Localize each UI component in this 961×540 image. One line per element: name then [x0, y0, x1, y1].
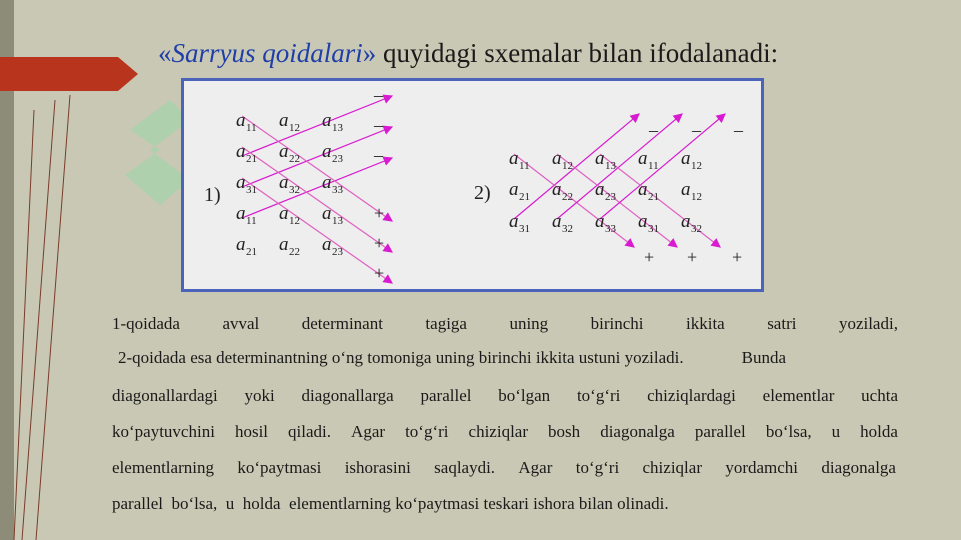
- word: 1-qoidada: [112, 314, 180, 333]
- word: yordamchi: [725, 458, 799, 477]
- svg-text:a: a: [322, 203, 332, 224]
- matrix-element: [236, 172, 257, 196]
- word: diagonallarga: [301, 386, 394, 405]
- svg-text:11: 11: [246, 215, 257, 227]
- word: chiziqlar: [468, 422, 528, 441]
- matrix-element: [279, 234, 300, 258]
- word: tagiga: [425, 314, 467, 333]
- sign-mark: +: [374, 203, 385, 223]
- svg-text:a: a: [509, 179, 519, 200]
- word: diagonalga: [600, 422, 675, 441]
- word: determinant: [301, 314, 383, 333]
- title-pointer-shape: [0, 57, 138, 91]
- sign-mark: +: [374, 263, 385, 283]
- svg-text:32: 32: [562, 223, 573, 235]
- svg-text:a: a: [279, 141, 289, 162]
- svg-text:a: a: [552, 211, 562, 232]
- matrix-element: [509, 148, 530, 172]
- word: u: [831, 422, 841, 441]
- matrix-element: [595, 148, 617, 172]
- matrix-element: [552, 148, 573, 172]
- svg-text:a: a: [509, 148, 519, 169]
- word: avval: [222, 314, 260, 333]
- svg-text:a: a: [638, 179, 648, 200]
- paragraph-line-6: parallel bo‘lsa, u holda elementlarning ko‘paytmasi teskari ishora bilan olinadi.: [112, 494, 669, 513]
- svg-text:a: a: [279, 172, 289, 193]
- svg-text:a: a: [236, 203, 246, 224]
- svg-text:a: a: [279, 110, 289, 131]
- svg-text:12: 12: [562, 160, 573, 172]
- svg-text:a: a: [595, 179, 605, 200]
- svg-text:12: 12: [289, 215, 300, 227]
- sign-mark: +: [687, 247, 698, 267]
- matrix-element: [595, 179, 617, 203]
- svg-text:11: 11: [246, 122, 257, 134]
- sign-mark: –: [649, 120, 658, 140]
- word: holda: [860, 422, 898, 441]
- matrix-element: [279, 203, 300, 227]
- word: birinchi: [590, 314, 644, 333]
- svg-text:a: a: [236, 141, 246, 162]
- matrix-element: [322, 234, 344, 258]
- svg-text:12: 12: [289, 122, 300, 134]
- svg-text:21: 21: [246, 153, 257, 165]
- svg-text:a: a: [322, 234, 332, 255]
- word: elementlarning: [112, 458, 214, 477]
- svg-text:21: 21: [246, 246, 257, 258]
- svg-text:11: 11: [648, 160, 659, 172]
- page-title: «Sarryus qoidalari» quyidagi sxemalar bilan ifodalanadi:: [158, 38, 779, 68]
- paragraph-line-1: [112, 314, 898, 334]
- matrix-element: [279, 172, 300, 196]
- matrix-element: [322, 203, 344, 227]
- sign-mark: –: [374, 115, 383, 135]
- svg-text:a: a: [322, 172, 332, 193]
- word: to‘g‘ri: [405, 422, 449, 441]
- diagonal-line: [242, 116, 392, 221]
- matrix-element: [638, 148, 659, 172]
- paragraph-line-5: [112, 458, 896, 478]
- svg-text:23: 23: [332, 153, 343, 165]
- svg-text:21: 21: [519, 191, 530, 203]
- svg-text:a: a: [638, 211, 648, 232]
- svg-text:a: a: [595, 148, 605, 169]
- svg-text:a: a: [322, 141, 332, 162]
- svg-text:a: a: [638, 148, 648, 169]
- matrix-element: [681, 211, 702, 235]
- word: bosh: [548, 422, 581, 441]
- matrix-element: [279, 110, 300, 134]
- word: to‘g‘ri: [576, 386, 621, 405]
- word: hosil: [234, 422, 269, 441]
- sign-mark: –: [374, 85, 383, 105]
- diagonal-line: [242, 147, 392, 252]
- word: yoki: [244, 386, 275, 405]
- svg-text:11: 11: [519, 160, 530, 172]
- word: diagonallardagi: [112, 386, 218, 405]
- word: Agar: [518, 458, 553, 477]
- svg-text:a: a: [595, 211, 605, 232]
- svg-text:a: a: [279, 203, 289, 224]
- svg-text:a: a: [279, 234, 289, 255]
- svg-text:13: 13: [332, 122, 343, 134]
- svg-text:a: a: [236, 110, 246, 131]
- matrix-element: [681, 179, 702, 203]
- sign-mark: +: [644, 247, 655, 267]
- sign-mark: –: [692, 120, 701, 140]
- matrix-element: [279, 141, 300, 165]
- sarrus-diagram: [181, 78, 764, 292]
- word: parallel: [694, 422, 746, 441]
- word: ishorasini: [344, 458, 411, 477]
- svg-text:31: 31: [648, 223, 659, 235]
- svg-text:a: a: [509, 211, 519, 232]
- svg-text:12: 12: [691, 191, 702, 203]
- matrix-element: [236, 110, 257, 134]
- diagonal-line: [242, 158, 392, 218]
- svg-text:12: 12: [691, 160, 702, 172]
- word: ko‘paytuvchini: [112, 422, 215, 441]
- paragraph-line-3: [112, 386, 898, 406]
- diagonal-line: [242, 127, 392, 187]
- svg-text:21: 21: [648, 191, 659, 203]
- matrix-element: [638, 211, 659, 235]
- svg-text:13: 13: [332, 215, 343, 227]
- word: ko‘paytmasi: [237, 458, 322, 477]
- sign-mark: +: [374, 233, 385, 253]
- word: diagonalga: [821, 458, 896, 477]
- svg-text:31: 31: [246, 184, 257, 196]
- svg-text:a: a: [681, 211, 691, 232]
- svg-text:32: 32: [289, 184, 300, 196]
- paragraph-line-2: 2-qoidada esa determinantning o‘ng tomoniga uning birinchi ikkita ustuni yoziladi. Bunda: [118, 348, 786, 367]
- matrix-element: [236, 203, 257, 227]
- matrix-element: [236, 141, 257, 165]
- svg-text:a: a: [681, 148, 691, 169]
- svg-text:22: 22: [289, 246, 300, 258]
- word: to‘g‘ri: [575, 458, 620, 477]
- word: bo‘lsa,: [765, 422, 812, 441]
- matrix-element: [322, 172, 344, 196]
- svg-text:a: a: [552, 148, 562, 169]
- sign-mark: –: [374, 145, 383, 165]
- word: chiziqlardagi: [647, 386, 736, 405]
- word: saqlaydi.: [434, 458, 496, 477]
- word: bo‘lgan: [498, 386, 551, 405]
- matrix-element: [552, 179, 573, 203]
- matrix-element: [509, 179, 530, 203]
- diagonal-line: [242, 96, 392, 156]
- word: parallel: [420, 386, 472, 405]
- svg-text:33: 33: [332, 184, 343, 196]
- svg-text:31: 31: [519, 223, 530, 235]
- word: uning: [509, 314, 549, 333]
- svg-text:a: a: [236, 234, 246, 255]
- word: qiladi.: [288, 422, 332, 441]
- sign-mark: –: [734, 120, 743, 140]
- word: yoziladi,: [838, 314, 898, 333]
- scheme-2-label: 2): [474, 182, 491, 204]
- svg-text:23: 23: [332, 246, 343, 258]
- svg-text:a: a: [322, 110, 332, 131]
- svg-text:a: a: [681, 179, 691, 200]
- matrix-element: [322, 110, 344, 134]
- word: chiziqlar: [642, 458, 702, 477]
- matrix-element: [681, 148, 702, 172]
- word: uchta: [861, 386, 898, 405]
- svg-text:22: 22: [562, 191, 573, 203]
- word: Agar: [351, 422, 386, 441]
- matrix-element: [236, 234, 257, 258]
- matrix-element: [322, 141, 344, 165]
- word: elementlar: [762, 386, 835, 405]
- svg-text:13: 13: [605, 160, 616, 172]
- svg-text:32: 32: [691, 223, 702, 235]
- sign-mark: +: [732, 247, 743, 267]
- paragraph-line-4: [112, 422, 898, 442]
- word: ikkita: [686, 314, 725, 333]
- sarrus-schemes: [184, 81, 761, 289]
- svg-text:33: 33: [605, 223, 616, 235]
- word: satri: [767, 314, 797, 333]
- svg-text:22: 22: [289, 153, 300, 165]
- diagonal-line: [242, 178, 392, 283]
- svg-text:a: a: [236, 172, 246, 193]
- matrix-element: [638, 179, 659, 203]
- svg-text:23: 23: [605, 191, 616, 203]
- svg-text:a: a: [552, 179, 562, 200]
- scheme-1-label: 1): [204, 184, 221, 206]
